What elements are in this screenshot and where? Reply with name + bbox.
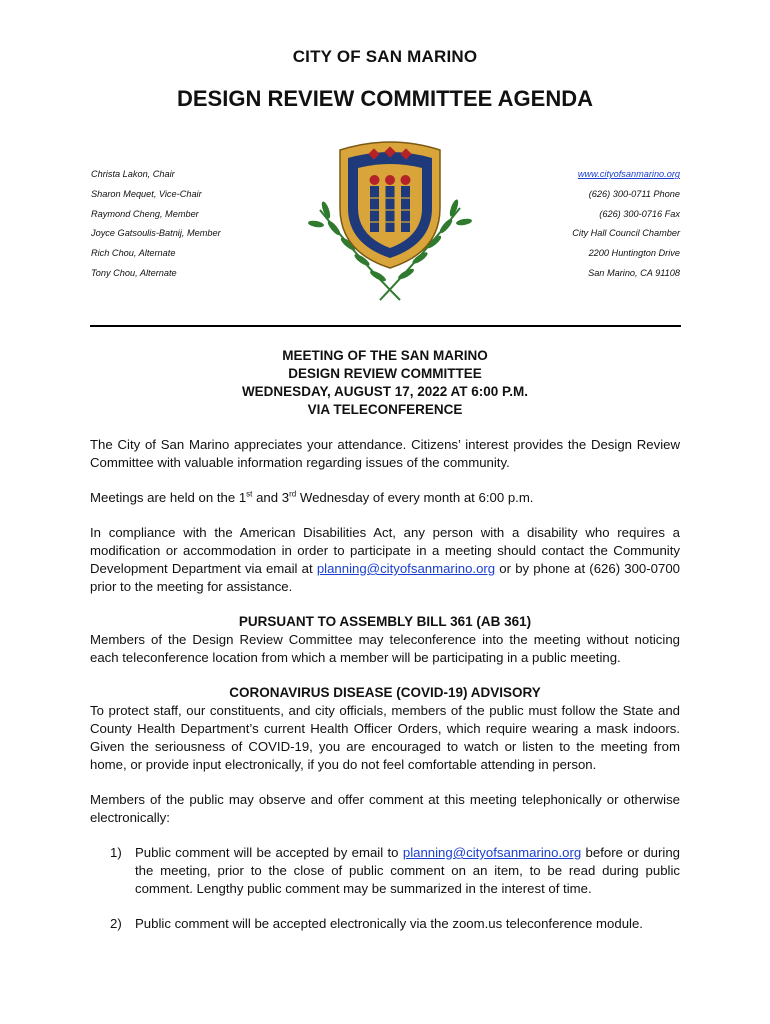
covid-paragraph: To protect staff, our constituents, and city officials, members of the public must follow the State and County Health Department’s current Health Officer Orders, which require wearing a mask indoors. Given the seriousness of COVID-19, you are encouraged to watch or listen to the meeting from home, or provide input electronically, if you do not feel comfortable attending in person. <box>90 703 680 772</box>
member-alternate: Rich Chou, Alternate <box>91 248 176 259</box>
meeting-info <box>0 347 770 419</box>
fax-number: (626) 300-0716 Fax <box>599 208 680 219</box>
ab361-heading: PURSUANT TO ASSEMBLY BILL 361 (AB 361) <box>238 614 532 629</box>
member-vice-chair: Sharon Mequet, Vice-Chair <box>91 188 202 199</box>
member: Joyce Gatsoulis-Batnij, Member <box>91 228 221 239</box>
member-list <box>91 166 221 285</box>
meeting-line: MEETING OF THE SAN MARINO <box>282 348 488 363</box>
ada-paragraph: In compliance with the American Disabilities Act, any person with a disability who requires a modification or accommodation in order to participate in a meeting should contact the Community Development Department via email at planning@cityofsanmarino.org or by phone at (626) 300-0700 prior to the meeting for assistance. <box>90 525 680 594</box>
street-address: 2200 Huntington Drive <box>588 248 680 259</box>
ab361-paragraph: Members of the Design Review Committee may teleconference into the meeting without noticing each teleconference location from which a member will be participating in a public meeting. <box>90 632 680 665</box>
list-number: 2) <box>110 916 122 931</box>
list-item: 1) Public comment will be accepted by email to planning@cityofsanmarino.org before or during the meeting, prior to the close of public comment on an item, to be read during public comment. Lengthy public comment may be summarized in the interest of time. <box>110 845 680 896</box>
divider <box>90 325 681 327</box>
list-number: 1) <box>110 845 122 860</box>
website-link[interactable]: www.cityofsanmarino.org <box>577 169 680 179</box>
member-alternate: Tony Chou, Alternate <box>91 267 177 278</box>
page-title: DESIGN REVIEW COMMITTEE AGENDA <box>177 86 593 111</box>
planning-email-link[interactable]: planning@cityofsanmarino.org <box>402 845 582 860</box>
city-heading: CITY OF SAN MARINO <box>292 47 478 66</box>
list-item: 2) Public comment will be accepted electronically via the zoom.us teleconference module. <box>110 916 643 931</box>
member: Raymond Cheng, Member <box>91 208 199 219</box>
venue: City Hall Council Chamber <box>572 228 680 239</box>
city-seal-icon <box>300 140 480 302</box>
agenda-body <box>90 436 680 950</box>
member-chair: Christa Lakon, Chair <box>91 169 175 179</box>
intro-paragraph: The City of San Marino appreciates your attendance. Citizens’ interest provides the Design Review Committee with valuable information regarding issues of the community. <box>90 437 680 470</box>
phone-number: (626) 300-0711 Phone <box>588 188 680 199</box>
city-address: San Marino, CA 91108 <box>588 267 680 278</box>
meeting-date: WEDNESDAY, AUGUST 17, 2022 AT 6:00 P.M. <box>241 384 529 399</box>
observe-paragraph: Members of the public may observe and offer comment at this meeting telephonically or otherwise electronically: <box>90 792 680 825</box>
meeting-line: DESIGN REVIEW COMMITTEE <box>288 366 482 381</box>
planning-email-link[interactable]: planning@cityofsanmarino.org <box>316 561 496 576</box>
meeting-format: VIA TELECONFERENCE <box>307 402 463 417</box>
schedule-paragraph: Meetings are held on the 1st and 3rd Wednesday of every month at 6:00 p.m. <box>90 489 534 505</box>
covid-heading: CORONAVIRUS DISEASE (COVID-19) ADVISORY <box>229 685 541 700</box>
contact-block <box>572 166 680 285</box>
